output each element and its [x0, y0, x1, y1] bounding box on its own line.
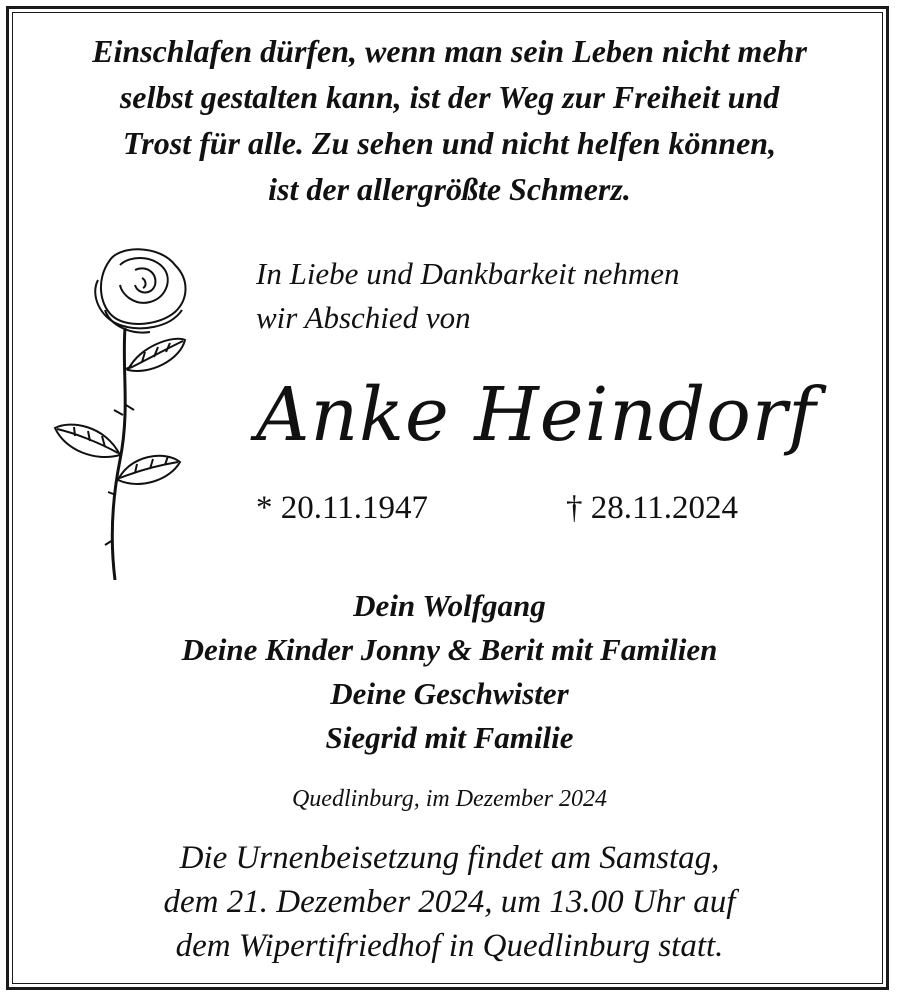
funeral-line: dem 21. Dezember 2024, um 13.00 Uhr auf	[163, 884, 736, 920]
motto-line: Einschlafen dürfen, wenn man sein Leben nicht mehr	[92, 33, 807, 69]
death-date: † 28.11.2024	[566, 490, 739, 526]
deceased-name: Anke Heindorf	[256, 372, 817, 458]
motto-line: Trost für alle. Zu sehen und nicht helfen können,	[122, 125, 777, 161]
mourner-line: Deine Geschwister	[330, 676, 569, 711]
funeral-line: Die Urnenbeisetzung findet am Samstag,	[179, 840, 720, 876]
motto-line: selbst gestalten kann, ist der Weg zur Freiheit und	[119, 79, 780, 115]
place-date: Quedlinburg, im Dezember 2024	[291, 786, 608, 812]
motto	[0, 28, 899, 212]
rose-icon	[50, 240, 200, 585]
intro-text	[256, 252, 680, 340]
mourner-line: Siegrid mit Familie	[325, 720, 574, 755]
intro-line: wir Abschied von	[256, 300, 471, 335]
mourner-line: Deine Kinder Jonny & Berit mit Familien	[181, 632, 718, 667]
intro-line: In Liebe und Dankbarkeit nehmen	[256, 256, 680, 291]
motto-line: ist der allergrößte Schmerz.	[268, 171, 631, 207]
funeral-notice	[0, 836, 899, 968]
mourners-list	[0, 584, 899, 760]
birth-date: * 20.11.1947	[256, 490, 429, 526]
funeral-line: dem Wipertifriedhof in Quedlinburg statt.	[175, 928, 724, 964]
mourner-line: Dein Wolfgang	[353, 588, 546, 623]
